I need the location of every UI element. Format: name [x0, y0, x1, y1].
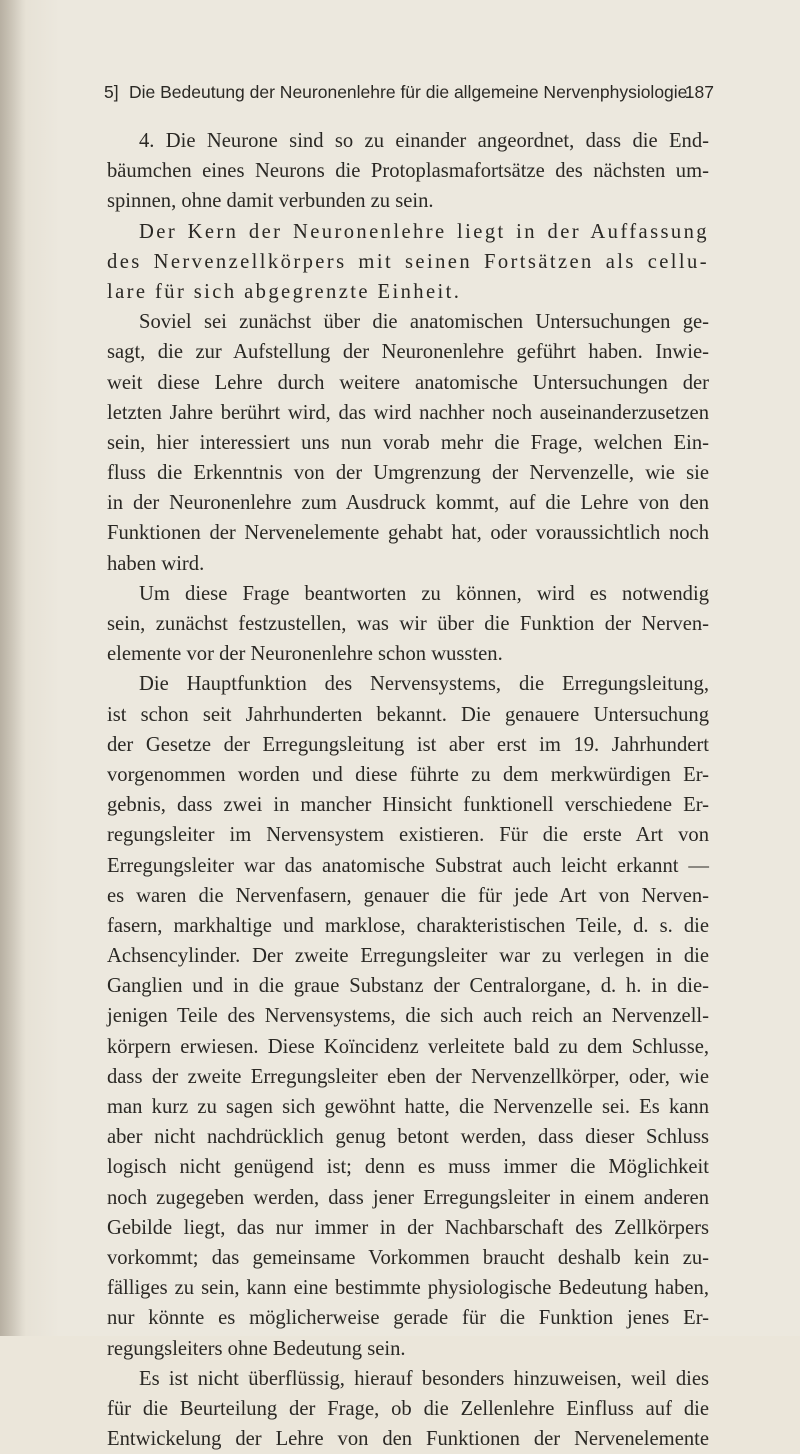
- text-line: Achsencylinder. Der zweite Erregungsleiter war zu verlegen in die: [107, 945, 709, 968]
- text-line: noch zugegeben werden, dass jener Erregungsleiter in einem anderen: [107, 1186, 709, 1209]
- text-line: Ganglien und in die graue Substanz der Centralorgane, d. h. in die-: [107, 975, 709, 998]
- text-line: jenigen Teile des Nervensystems, die sich auch reich an Nervenzell-: [107, 1005, 709, 1028]
- text-line: körpern erwiesen. Diese Koïncidenz verleitete bald zu dem Schlusse,: [107, 1035, 709, 1058]
- section-number: 5]: [104, 82, 119, 102]
- text-line: ist schon seit Jahrhunderten bekannt. Die genauere Untersuchung: [107, 703, 709, 726]
- text-line: 4. Die Neurone sind so zu einander angeordnet, dass die End-: [139, 130, 709, 152]
- text-line: sein, hier interessiert uns nun vorab mehr die Frage, welchen Ein-: [107, 431, 709, 454]
- text-line: gebnis, dass zwei in mancher Hinsicht funktionell verschiedene Er-: [107, 794, 709, 817]
- text-line: spinnen, ohne damit verbunden zu sein.: [107, 190, 434, 213]
- text-line: sagt, die zur Aufstellung der Neuronenlehre geführt haben. Inwie-: [107, 341, 709, 364]
- text-line: Es ist nicht überflüssig, hierauf besonders hinzuweisen, weil dies: [139, 1367, 709, 1390]
- text-line: Funktionen der Nervenelemente gehabt hat, oder voraussichtlich noch: [107, 522, 709, 545]
- text-line: Entwickelung der Lehre von den Funktionen der Nervenelemente: [107, 1428, 709, 1451]
- text-line: letzten Jahre berührt wird, das wird nachher noch auseinanderzusetzen: [107, 401, 709, 424]
- text-line: bäumchen eines Neurons die Protoplasmafortsätze des nächsten um-: [107, 160, 709, 183]
- text-line: Soviel sei zunächst über die anatomischen Untersuchungen ge-: [139, 311, 709, 334]
- text-line: des Nervenzellkörpers mit seinen Fortsätzen als cellu-: [107, 250, 709, 273]
- text-line: nur könnte es möglicherweise gerade für die Funktion jenes Er-: [107, 1307, 709, 1330]
- text-line: aber nicht nachdrücklich genug betont werden, dass dieser Schluss: [107, 1126, 709, 1149]
- text-line: logisch nicht genügend ist; denn es muss immer die Möglichkeit: [107, 1156, 709, 1179]
- text-line: es waren die Nervenfasern, genauer die für jede Art von Nerven-: [107, 884, 709, 907]
- text-line: der Gesetze der Erregungsleitung ist aber erst im 19. Jahrhundert: [107, 733, 709, 756]
- text-line: Erregungsleiter war das anatomische Substrat auch leicht erkannt —: [107, 854, 709, 877]
- text-line: dass der zweite Erregungsleiter eben der Nervenzellkörper, oder, wie: [107, 1065, 709, 1088]
- text-line: Die Hauptfunktion des Nervensystems, die Erregungsleitung,: [139, 673, 709, 696]
- text-line: in der Neuronenlehre zum Ausdruck kommt, auf die Lehre von den: [107, 492, 709, 515]
- text-line: fluss die Erkenntnis von der Umgrenzung der Nervenzelle, wie sie: [107, 462, 709, 485]
- text-line: regungsleiters ohne Bedeutung sein.: [107, 1337, 406, 1360]
- text-line: man kurz zu sagen sich gewöhnt hatte, die Nervenzelle sei. Es kann: [107, 1096, 709, 1118]
- text-line: fasern, markhaltige und marklose, charakteristischen Teile, d. s. die: [107, 914, 709, 937]
- text-line: Gebilde liegt, das nur immer in der Nachbarschaft des Zellkörpers: [107, 1216, 709, 1239]
- text-line: vorkommt; das gemeinsame Vorkommen braucht deshalb kein zu-: [107, 1246, 709, 1269]
- text-line: elemente vor der Neuronenlehre schon wussten.: [107, 643, 503, 666]
- text-line: fälliges zu sein, kann eine bestimmte physiologische Bedeutung haben,: [107, 1277, 709, 1300]
- text-line: Der Kern der Neuronenlehre liegt in der Auffassung: [139, 220, 709, 243]
- text-line: lare für sich abgegrenzte Einheit.: [107, 280, 462, 303]
- page-number: 187: [684, 82, 714, 102]
- text-line: sein, zunächst festzustellen, was wir über die Funktion der Nerven-: [107, 613, 709, 635]
- text-line: Um diese Frage beantworten zu können, wird es notwendig: [139, 582, 709, 605]
- body-text: [107, 126, 709, 1454]
- running-head: [104, 82, 712, 108]
- text-line: vorgenommen worden und diese führte zu dem merkwürdigen Er-: [107, 763, 709, 786]
- text-line: haben wird.: [107, 552, 205, 575]
- running-head-title: Die Bedeutung der Neuronenlehre für die allgemeine Nervenphysiologie.: [129, 82, 693, 102]
- page-gutter-shadow: [0, 0, 26, 1336]
- text-line: weit diese Lehre durch weitere anatomische Untersuchungen der: [107, 371, 709, 394]
- text-line: regungsleiter im Nervensystem existieren. Für die erste Art von: [107, 824, 709, 847]
- text-line: für die Beurteilung der Frage, ob die Zellenlehre Einfluss auf die: [107, 1397, 709, 1420]
